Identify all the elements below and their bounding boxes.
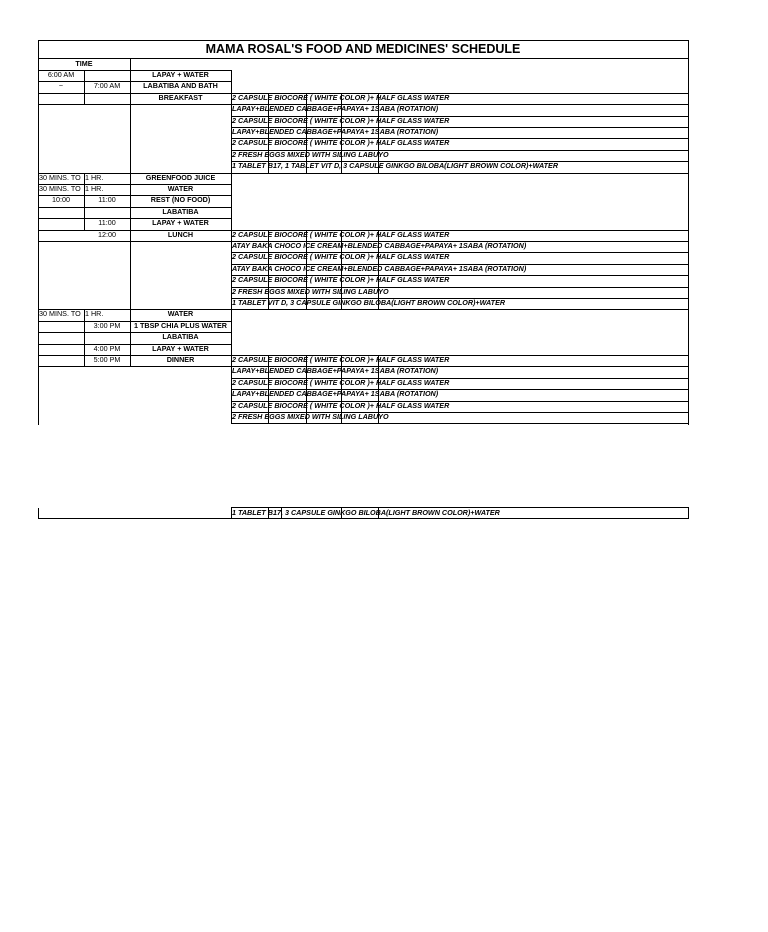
medicine-note-cell: 2 CAPSULE BIOCORE ( WHITE COLOR )+ HALF GLASS WATER	[232, 229, 450, 239]
activity-cell	[130, 104, 231, 115]
time-from-cell: 30 MINS. TO	[39, 309, 81, 319]
time-from-cell: ~	[58, 81, 64, 91]
activity-cell: LABATIBA AND BATH	[143, 81, 218, 91]
medicine-note-cell: ATAY BAKA CHOCO ICE CREAM+BLENDED CABBAGE+PAPAYA+ 1SABA (ROTATION)	[232, 263, 527, 273]
time-from-cell	[38, 218, 84, 229]
activity-cell: DINNER	[166, 355, 195, 364]
time-to-cell: 12:00	[98, 229, 116, 239]
medicine-note-cell: 2 FRESH EGGS MIXED WITH SILING LABUYO	[232, 149, 389, 159]
time-from-cell	[38, 161, 84, 172]
medicine-note-cell	[231, 332, 688, 343]
time-from-cell	[38, 321, 84, 332]
grid-line	[38, 58, 688, 59]
time-to-cell	[84, 252, 130, 263]
medicine-note-cell	[231, 321, 688, 332]
time-to-cell	[84, 116, 130, 127]
time-to-cell	[84, 127, 130, 138]
time-to-cell: 1 HR.	[85, 309, 104, 319]
medicine-note-cell: 2 FRESH EGGS MIXED WITH SILING LABUYO	[232, 412, 389, 421]
time-to-cell	[84, 93, 130, 104]
time-to-cell	[84, 138, 130, 149]
final-dinner-note: 1 TABLET B17, 3 CAPSULE GINKGO BILOBA(LIGHT BROWN COLOR)+WATER	[232, 508, 500, 517]
activity-cell: LABATIBA	[162, 332, 199, 342]
time-from-cell	[38, 127, 84, 138]
time-to-cell	[84, 378, 130, 389]
activity-cell: REST (NO FOOD)	[150, 195, 211, 205]
time-from-cell	[38, 138, 84, 149]
activity-cell: WATER	[167, 184, 194, 193]
page-title: MAMA ROSAL'S FOOD AND MEDICINES' SCHEDULE	[205, 42, 521, 56]
medicine-note-cell	[231, 309, 688, 320]
time-from-cell	[38, 150, 84, 161]
time-from-cell	[38, 116, 84, 127]
medicine-note-cell: 1 TABLET B17, 1 TABLET VIT D, 3 CAPSULE GINKGO BILOBA(LIGHT BROWN COLOR)+WATER	[232, 161, 559, 171]
time-to-cell: 5:00 PM	[93, 355, 121, 364]
activity-cell	[130, 252, 231, 263]
activity-cell	[130, 138, 231, 149]
medicine-note-cell	[231, 173, 688, 184]
activity-cell: LAPAY + WATER	[152, 218, 209, 228]
medicine-note-cell	[231, 344, 688, 355]
activity-cell: LAPAY + WATER	[152, 70, 209, 79]
medicine-note-cell	[231, 184, 688, 195]
medicine-note-cell: 2 CAPSULE BIOCORE ( WHITE COLOR )+ HALF GLASS WATER	[232, 275, 450, 285]
activity-cell	[130, 264, 231, 275]
time-from-cell	[38, 275, 84, 286]
time-to-cell	[84, 104, 130, 115]
activity-cell	[130, 401, 231, 412]
time-to-cell	[84, 241, 130, 252]
medicine-note-cell: 2 FRESH EGGS MIXED WITH SILING LABUYO	[232, 286, 389, 296]
activity-cell	[130, 287, 231, 298]
grid-line	[688, 507, 689, 519]
activity-cell: LUNCH	[167, 229, 194, 239]
medicine-note-cell: 2 CAPSULE BIOCORE ( WHITE COLOR )+ HALF GLASS WATER	[232, 252, 450, 262]
time-to-cell	[84, 207, 130, 218]
time-to-cell: 7:00 AM	[93, 81, 121, 91]
activity-cell: LABATIBA	[162, 206, 199, 216]
time-to-cell	[84, 412, 130, 423]
medicine-note-cell: LAPAY+BLENDED CABBAGE+PAPAYA+ 1SABA (ROTATION)	[232, 389, 439, 399]
grid-line	[130, 58, 131, 70]
activity-cell: GREENFOOD JUICE	[145, 172, 216, 182]
medicine-note-cell: 2 CAPSULE BIOCORE ( WHITE COLOR )+ HALF GLASS WATER	[232, 355, 450, 364]
time-from-cell	[38, 389, 84, 400]
medicine-note-cell: LAPAY+BLENDED CABBAGE+PAPAYA+ 1SABA (ROTATION)	[232, 104, 439, 114]
activity-cell	[130, 412, 231, 423]
activity-cell	[130, 378, 231, 389]
medicine-note-cell: ATAY BAKA CHOCO ICE CREAM+BLENDED CABBAGE+PAPAYA+ 1SABA (ROTATION)	[232, 241, 527, 250]
time-from-cell	[38, 412, 84, 423]
activity-cell	[130, 150, 231, 161]
time-from-cell	[38, 332, 84, 343]
time-to-cell	[84, 275, 130, 286]
medicine-note-cell	[231, 70, 688, 81]
time-from-cell	[38, 104, 84, 115]
time-from-cell: 10:00	[52, 195, 70, 205]
time-to-cell: 1 HR.	[85, 172, 104, 182]
medicine-note-cell: 2 CAPSULE BIOCORE ( WHITE COLOR )+ HALF GLASS WATER	[232, 377, 450, 387]
time-to-cell	[84, 161, 130, 172]
activity-cell: BREAKFAST	[158, 92, 203, 102]
time-header: TIME	[75, 59, 93, 68]
time-to-cell: 11:00	[98, 218, 116, 228]
activity-cell	[130, 298, 231, 309]
time-to-cell: 3:00 PM	[93, 320, 121, 330]
time-to-cell	[84, 70, 130, 81]
time-to-cell	[84, 366, 130, 377]
time-from-cell	[38, 264, 84, 275]
time-from-cell	[38, 287, 84, 298]
medicine-note-cell: 2 CAPSULE BIOCORE ( WHITE COLOR )+ HALF GLASS WATER	[232, 115, 450, 125]
time-to-cell: 11:00	[98, 195, 116, 205]
activity-cell	[130, 389, 231, 400]
activity-cell	[130, 366, 231, 377]
medicine-note-cell: 1 TABLET VIT D, 3 CAPSULE GINKGO BILOBA(LIGHT BROWN COLOR)+WATER	[232, 298, 506, 307]
medicine-note-cell	[231, 81, 688, 92]
time-to-cell	[84, 264, 130, 275]
time-from-cell: 30 MINS. TO	[39, 172, 81, 182]
medicine-note-cell: 2 CAPSULE BIOCORE ( WHITE COLOR )+ HALF GLASS WATER	[232, 400, 450, 410]
activity-cell: WATER	[167, 309, 194, 319]
time-from-cell: 30 MINS. TO	[39, 184, 81, 193]
medicine-note-cell: LAPAY+BLENDED CABBAGE+PAPAYA+ 1SABA (ROTATION)	[232, 127, 439, 136]
medicine-note-cell: 2 CAPSULE BIOCORE ( WHITE COLOR )+ HALF GLASS WATER	[232, 138, 450, 148]
time-from-cell	[38, 355, 84, 366]
medicine-note-cell	[231, 207, 688, 218]
activity-cell	[130, 241, 231, 252]
activity-cell	[130, 275, 231, 286]
activity-cell: LAPAY + WATER	[152, 343, 209, 353]
time-to-cell	[84, 389, 130, 400]
activity-cell	[130, 116, 231, 127]
time-from-cell	[38, 252, 84, 263]
time-from-cell	[38, 298, 84, 309]
time-from-cell: 6:00 AM	[47, 70, 75, 79]
time-to-cell: 1 HR.	[85, 184, 104, 193]
time-from-cell	[38, 344, 84, 355]
time-from-cell	[38, 241, 84, 252]
time-to-cell	[84, 287, 130, 298]
time-from-cell	[38, 93, 84, 104]
time-from-cell	[38, 207, 84, 218]
activity-cell	[130, 161, 231, 172]
activity-cell: 1 TBSP CHIA PLUS WATER	[134, 320, 227, 330]
medicine-note-cell: LAPAY+BLENDED CABBAGE+PAPAYA+ 1SABA (ROTATION)	[232, 366, 439, 376]
time-from-cell	[38, 378, 84, 389]
time-to-cell	[84, 298, 130, 309]
time-to-cell	[84, 150, 130, 161]
time-from-cell	[38, 401, 84, 412]
time-to-cell	[84, 332, 130, 343]
grid-line	[688, 40, 689, 425]
medicine-note-cell	[231, 218, 688, 229]
time-to-cell	[84, 401, 130, 412]
time-to-cell: 4:00 PM	[93, 343, 121, 353]
time-from-cell	[38, 230, 84, 241]
medicine-note-cell: 2 CAPSULE BIOCORE ( WHITE COLOR )+ HALF GLASS WATER	[232, 92, 450, 102]
time-from-cell	[38, 366, 84, 377]
activity-cell	[130, 127, 231, 138]
medicine-note-cell	[231, 195, 688, 206]
